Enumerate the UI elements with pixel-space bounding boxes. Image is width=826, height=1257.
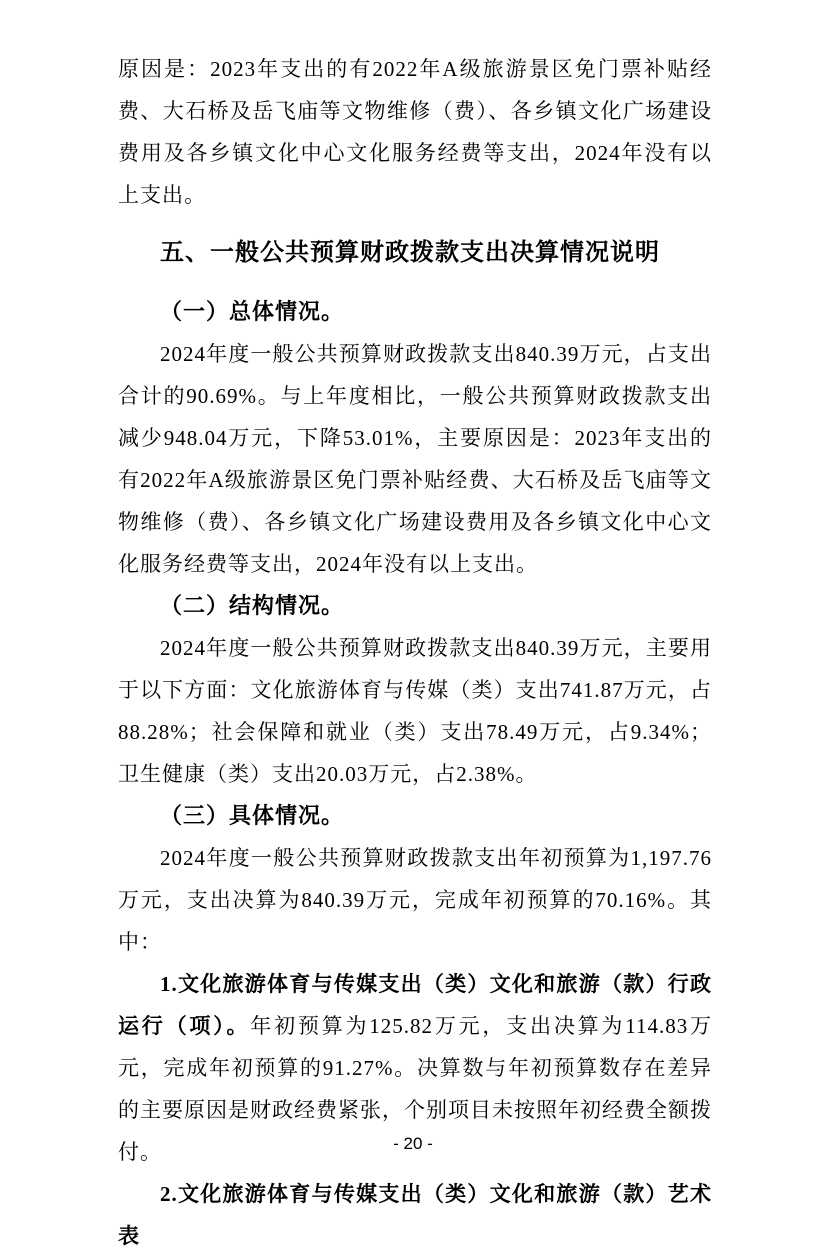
page-footer bbox=[0, 1134, 826, 1154]
item-1-text: 年初预算为125.82万元，支出决算为114.83万元，完成年初预算的91.27%。决算数与年初预算数存在差异的主要原因是财政经费紧张，个别项目未按照年初经费全额拨付。 bbox=[118, 1014, 712, 1164]
item-1-title: 1.文化旅游体育与传媒支出（类）文化和旅游（款）行政运行（项）。 bbox=[118, 972, 712, 1038]
subsection-heading-1: （一）总体情况。 bbox=[160, 299, 345, 324]
subsection-heading-2: （二）结构情况。 bbox=[160, 593, 345, 618]
item-2-title: 2.文化旅游体育与传媒支出（类）文化和旅游（款）艺术表 bbox=[118, 1182, 712, 1248]
paragraph-continuation: 原因是：2023年支出的有2022年A级旅游景区免门票补贴经费、大石桥及岳飞庙等文物维修（费）、各乡镇文化广场建设费用及各乡镇文化中心文化服务经费等支出，2024年没有以上支出。 bbox=[118, 57, 712, 207]
paragraph-overall-situation: 2024年度一般公共预算财政拨款支出840.39万元，占支出合计的90.69%。与上年度相比，一般公共预算财政拨款支出减少948.04万元，下降53.01%，主要原因是：2023年支出的有2022年A级旅游景区免门票补贴经费、大石桥及岳飞庙等文物维修（费）、各乡镇文化广场建设费用及各乡镇文化中心文化服务经费等支出，2024年没有以上支出。 bbox=[118, 342, 712, 576]
paragraph-structure-situation: 2024年度一般公共预算财政拨款支出840.39万元，主要用于以下方面：文化旅游体育与传媒（类）支出741.87万元，占88.28%；社会保障和就业（类）支出78.49万元，占9.34%；卫生健康（类）支出20.03万元，占2.38%。 bbox=[118, 636, 712, 786]
paragraph-item-2 bbox=[118, 1173, 712, 1257]
paragraph-specific-situation: 2024年度一般公共预算财政拨款支出年初预算为1,197.76万元，支出决算为840.39万元，完成年初预算的70.16%。其中： bbox=[118, 846, 712, 954]
subsection-heading-3: （三）具体情况。 bbox=[160, 803, 345, 828]
page-number: - 20 - bbox=[393, 1134, 433, 1153]
section-heading-5: 五、一般公共预算财政拨款支出决算情况说明 bbox=[160, 239, 660, 266]
document-body bbox=[118, 48, 712, 1257]
